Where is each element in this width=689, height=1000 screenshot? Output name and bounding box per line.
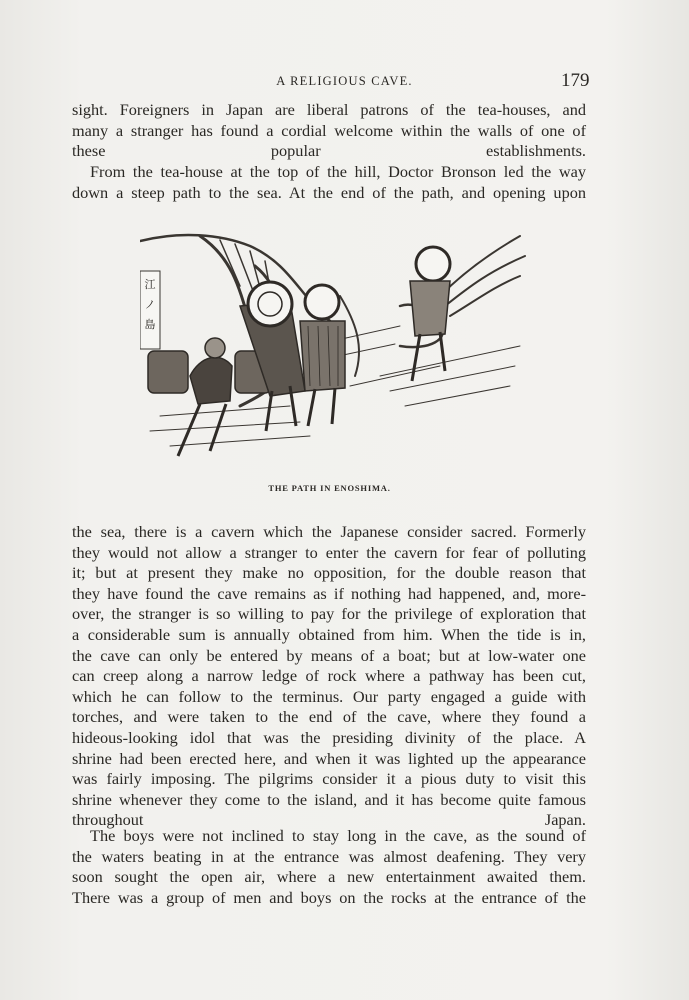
- paragraph-2: [72, 162, 586, 203]
- text-line: a considerable sum is annually obtained from him. When the tide is in,: [72, 624, 586, 644]
- text-line: it; but at present they make no opposition, for the double reason that: [72, 563, 586, 583]
- text-line: over, the stranger is so willing to pay for the privilege of exploration that: [72, 604, 586, 624]
- text-line: was fairly imposing. The pilgrims consider it a pious duty to visit this: [72, 769, 586, 789]
- text-line: these popular establishments.: [72, 141, 586, 161]
- text-line: the sea, there is a cavern which the Japanese consider sacred. Formerly: [72, 522, 586, 541]
- paragraph-1: [72, 100, 586, 162]
- cartouche-char: ノ: [144, 298, 156, 311]
- text-line: hideous-looking idol that was the presiding divinity of the place. A: [72, 727, 586, 747]
- text-line: the cave can only be entered by means of a boat; but at low-water one: [72, 645, 586, 665]
- text-line: soon sought the open air, where a new entertainment awaited them.: [72, 867, 586, 887]
- text-line: torches, and were taken to the end of the cave, where they found a: [72, 707, 586, 727]
- text-line: shrine had been erected here, and when it was lighted up the appearance: [72, 748, 586, 768]
- illustration-path-in-enoshima: [140, 226, 530, 478]
- paragraph-4: [72, 826, 586, 908]
- text-line: many a stranger has found a cordial welcome within the walls of one of: [72, 120, 586, 140]
- page-number: 179: [561, 70, 590, 91]
- text-line: which he can follow to the terminus. Our party engaged a guide with: [72, 686, 586, 706]
- text-line: they have found the cave remains as if nothing had happened, and, more-: [72, 583, 586, 603]
- text-line: The boys were not inclined to stay long in the cave, as the sound of: [90, 826, 586, 845]
- text-line: can creep along a narrow ledge of rock where a pathway has been cut,: [72, 666, 586, 686]
- figure-caption: THE PATH IN ENOSHIMA.: [268, 483, 391, 493]
- text-line: shrine whenever they come to the island, and it has become quite famous: [72, 789, 586, 809]
- cartouche-char: 江: [144, 278, 156, 291]
- running-title: A RELIGIOUS CAVE.: [276, 74, 413, 88]
- text-line: the waters beating in at the entrance was almost deafening. They very: [72, 846, 586, 866]
- text-line: There was a group of men and boys on the rocks at the entrance of the: [72, 887, 586, 907]
- cartouche-char: 島: [144, 318, 156, 331]
- paragraph-3: [72, 522, 586, 831]
- text-line: From the tea-house at the top of the hill, Doctor Bronson led the way: [90, 162, 586, 181]
- text-line: throughout Japan.: [72, 810, 586, 830]
- text-line: sight. Foreigners in Japan are liberal patrons of the tea-houses, and: [72, 100, 586, 119]
- text-line: they would not allow a stranger to enter the cavern for fear of polluting: [72, 542, 586, 562]
- text-line: down a steep path to the sea. At the end of the path, and opening upon: [72, 182, 586, 202]
